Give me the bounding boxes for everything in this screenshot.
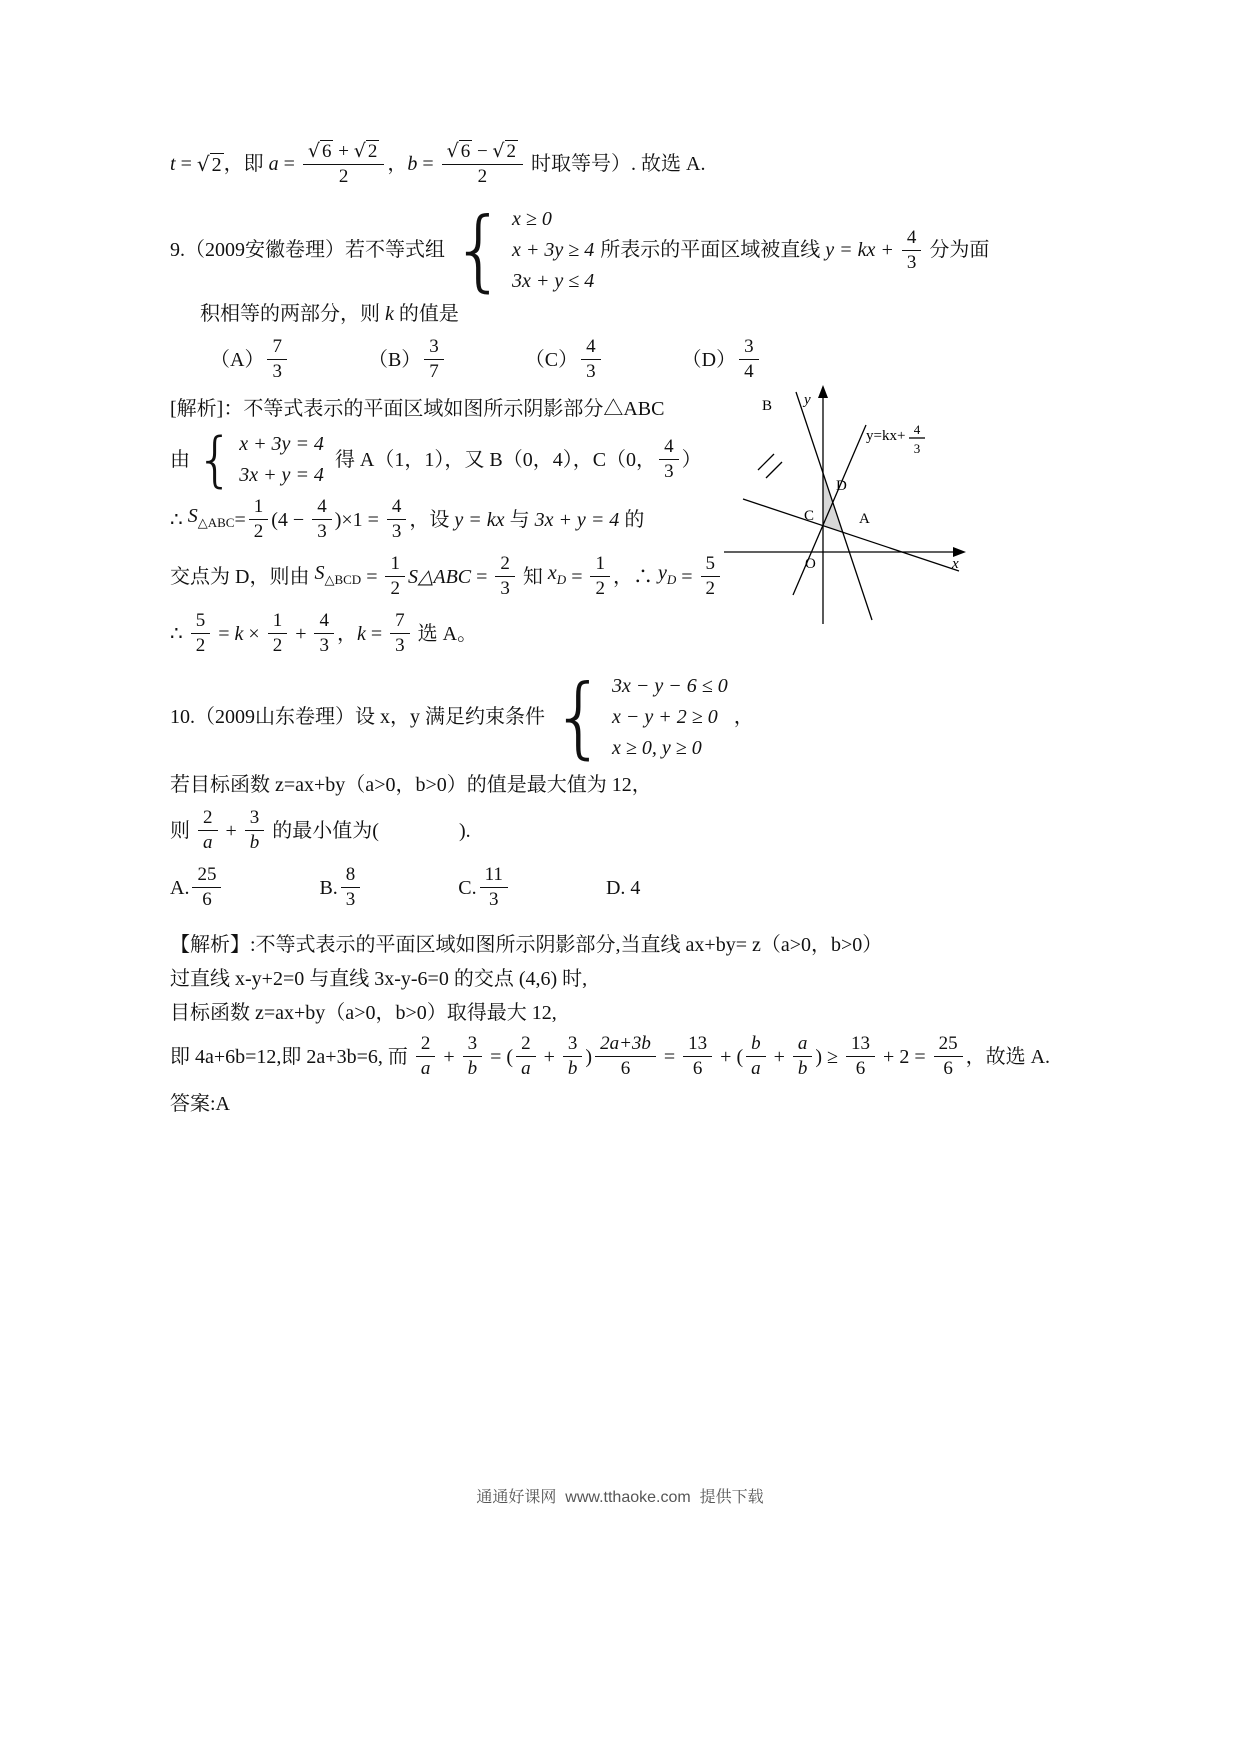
fraction-numerator: a — [793, 1033, 813, 1057]
fraction-numerator: 1 — [249, 496, 269, 520]
line-equation: 3x + y = 4 — [534, 508, 620, 531]
fraction-denominator: a — [521, 1058, 531, 1079]
math-text: ，∴ — [612, 565, 658, 588]
fraction-denominator: 6 — [943, 1058, 953, 1079]
math-var-t: t — [170, 153, 176, 175]
option-b — [319, 864, 363, 911]
solution-text: 【解析】:不等式表示的平面区域如图所示阴影部分,当直线 ax+by= z（a>0，b>0） — [170, 934, 883, 956]
cases-row: 3x − y − 6 ≤ 0 — [612, 675, 728, 697]
option-label: B. — [319, 876, 338, 899]
fraction — [303, 140, 384, 188]
math-text: = — [676, 565, 698, 588]
s-triangle-abc-inline: S△ABC — [407, 565, 472, 588]
question-text: ， — [733, 706, 754, 728]
math-text: + ( — [715, 1045, 744, 1068]
fraction — [581, 336, 601, 383]
constraint-system — [451, 198, 595, 302]
operator: + — [333, 141, 354, 162]
line-3x-plus-y-eq-4 — [796, 392, 872, 620]
radical-sign-icon: √ — [307, 140, 320, 162]
fraction-denominator: 3 — [489, 889, 499, 910]
radical-sign-icon: √ — [492, 140, 505, 162]
fraction-denominator: 2 — [595, 578, 605, 599]
math-var-b: b — [407, 153, 418, 175]
cases-row: x + 3y ≥ 4 — [512, 239, 595, 261]
math-var-x: x — [547, 562, 557, 584]
label-origin: O — [805, 556, 816, 572]
cases-brace: { — [551, 665, 607, 769]
math-text: ， — [336, 622, 357, 645]
fraction-denominator: 2 — [477, 166, 488, 187]
label-x-axis: x — [952, 556, 959, 572]
question-text: 的值是 — [393, 303, 459, 325]
fraction-denominator: 2 — [338, 166, 349, 187]
question-text: 的最小值为( ). — [267, 819, 471, 842]
fraction — [495, 553, 515, 600]
fraction-denominator: 6 — [692, 1058, 703, 1079]
fraction-denominator: 6 — [620, 1058, 631, 1079]
cases-row: x − y + 2 ≥ 0 — [612, 706, 718, 728]
fraction-denominator: b — [797, 1058, 808, 1079]
fraction-numerator: 25 — [934, 1033, 963, 1057]
fraction — [191, 610, 211, 657]
fraction — [442, 140, 523, 188]
fraction-numerator: 1 — [590, 553, 610, 577]
fraction-denominator: 3 — [319, 635, 329, 656]
fraction-numerator: 7 — [390, 610, 410, 634]
fraction-denominator: 3 — [391, 521, 402, 542]
math-var-k: k — [385, 303, 394, 325]
fraction-numerator: 3 — [424, 336, 444, 360]
math-text: ，即 — [223, 153, 269, 175]
fraction — [463, 1033, 483, 1080]
fraction-numerator: 2 — [495, 553, 515, 577]
solution-8-tail-line — [170, 140, 1080, 188]
fraction — [424, 336, 444, 383]
fraction-denominator: a — [420, 1058, 431, 1079]
math-var-a: a — [268, 153, 279, 175]
option-c — [458, 864, 511, 911]
fraction-denominator: 6 — [202, 889, 212, 910]
math-text: = — [417, 153, 439, 175]
fraction-numerator: 4 — [387, 496, 407, 520]
fraction-denominator: b — [249, 832, 260, 853]
fraction — [902, 227, 922, 274]
figure-linear-programming — [718, 384, 974, 634]
fraction — [590, 553, 610, 600]
fraction — [516, 1033, 536, 1080]
radical-sign-icon: √ — [353, 140, 366, 162]
solution-text: 与 — [504, 508, 535, 531]
fraction-denominator: 3 — [500, 578, 510, 599]
solution-text: 知 — [517, 565, 548, 588]
label-point-c: C — [804, 508, 815, 524]
cases-brace: { — [451, 198, 507, 302]
option-a — [210, 336, 290, 383]
fraction — [387, 496, 407, 543]
line-equation: y = kx + — [825, 239, 899, 261]
line-x-plus-3y-eq-4 — [743, 499, 959, 571]
fraction-numerator: 2 — [416, 1033, 436, 1057]
fraction — [192, 864, 221, 911]
fraction — [312, 496, 332, 543]
question-text: 所表示的平面区域被直线 — [600, 239, 826, 261]
option-c — [525, 336, 604, 383]
y-axis-arrow-icon — [818, 385, 828, 398]
question-9-stem-continued — [200, 300, 1080, 328]
fraction-numerator: 11 — [480, 864, 508, 888]
therefore-symbol: ∴ — [170, 622, 188, 645]
math-text: + 2 = — [878, 1045, 931, 1068]
operator: + — [538, 1045, 560, 1068]
fraction-denominator: 3 — [395, 635, 405, 656]
solution-text: 选 A。 — [412, 622, 478, 645]
math-var-S: S — [187, 505, 198, 527]
fraction-numerator: 2a+3b — [595, 1033, 656, 1057]
fraction-denominator: a — [203, 832, 213, 853]
fraction-numerator: 5 — [191, 610, 211, 634]
fraction-numerator: 3 — [463, 1033, 483, 1057]
solution-10-line-2 — [170, 965, 1080, 993]
solution-text: 目标函数 z=ax+by（a>0，b>0）取得最大 12, — [170, 1002, 557, 1024]
cases-rows — [512, 206, 594, 294]
cases-row: x ≥ 0 — [512, 208, 552, 230]
math-text: )×1 = — [334, 508, 384, 531]
fraction — [267, 336, 287, 383]
solution-10-line-1 — [170, 931, 1080, 959]
fraction-numerator: 3 — [245, 807, 265, 831]
fraction — [793, 1033, 813, 1080]
fraction-numerator — [303, 140, 384, 165]
math-text: = — [278, 153, 300, 175]
fraction — [739, 336, 759, 383]
cases-rows — [239, 431, 324, 488]
fraction-numerator: 1 — [268, 610, 288, 634]
cases-row: 3x + y = 4 — [239, 464, 324, 486]
radicand: 6 — [460, 141, 471, 162]
question-text: 分为面 — [924, 239, 990, 261]
fraction — [390, 610, 410, 657]
footer — [0, 1484, 1240, 1507]
line-equation: y = kx — [454, 508, 505, 531]
question-text: 积相等的两部分，则 — [200, 303, 385, 325]
fraction-denominator: 3 — [345, 889, 356, 910]
option-label: D. — [605, 876, 626, 899]
solution-text: 的 — [619, 508, 645, 531]
question-text: 9.（2009安徽卷理）若不等式组 — [170, 239, 445, 261]
fraction-denominator: 2 — [195, 635, 206, 656]
operator: + — [438, 1045, 460, 1068]
cases-row: x + 3y = 4 — [239, 433, 324, 455]
math-text: = — [175, 153, 197, 175]
subscript: D — [556, 572, 567, 587]
math-text: ) — [585, 1045, 593, 1068]
radicand: 2 — [367, 141, 378, 162]
operator: + — [290, 622, 312, 645]
operator: − — [472, 141, 493, 162]
fraction — [268, 610, 288, 657]
label-line-frac-den: 3 — [913, 441, 921, 456]
fraction — [595, 1033, 656, 1080]
fraction-denominator: 3 — [906, 251, 917, 273]
fraction — [314, 610, 334, 657]
question-text: 若目标函数 z=ax+by（a>0，b>0）的值是最大值为 12， — [170, 774, 652, 796]
math-text: = — [566, 565, 588, 588]
fraction-numerator: 3 — [739, 336, 759, 360]
cases-brace: { — [196, 424, 235, 495]
answer-line — [170, 1090, 1080, 1118]
fraction-numerator: 1 — [385, 553, 405, 577]
radicand: 2 — [506, 141, 517, 162]
question-text: 则 — [170, 819, 195, 842]
solution-text: 得 A（1，1），又 B（0，4），C（0， — [329, 448, 657, 471]
equal-area-tick-1 — [758, 454, 774, 470]
footer-text: 通通好课网 www.tthaoke.com 提供下载 — [476, 1489, 764, 1506]
option-d — [682, 336, 762, 383]
label-line-equation: y=kx+ — [866, 428, 906, 444]
math-text: = — [234, 508, 246, 531]
fraction — [341, 864, 361, 911]
label-point-a: A — [859, 511, 870, 527]
math-var-k: k — [356, 622, 366, 645]
question-10-stem — [170, 665, 1080, 769]
solution-text: ，设 — [409, 508, 455, 531]
therefore-symbol: ∴ — [170, 508, 188, 531]
fraction-numerator: 8 — [341, 864, 361, 888]
equation-system — [196, 424, 324, 495]
math-text: 时取等号）. 故选 A. — [526, 153, 706, 175]
fraction-numerator: 4 — [659, 436, 679, 460]
fraction-numerator — [442, 140, 523, 165]
figure-svg — [718, 384, 974, 634]
math-text: (4 − — [271, 508, 310, 531]
question-text: 10.（2009山东卷理）设 x，y 满足约束条件 — [170, 706, 545, 728]
fraction-denominator: a — [751, 1058, 761, 1079]
x-sub-d — [548, 559, 566, 594]
fraction-numerator: 13 — [846, 1033, 875, 1057]
fraction-numerator: 3 — [563, 1033, 583, 1057]
fraction — [198, 807, 218, 854]
cases-row: 3x + y ≤ 4 — [512, 270, 595, 292]
subscript: △ABC — [197, 515, 235, 530]
fraction-denominator: 3 — [664, 461, 674, 482]
question-10-options — [170, 864, 1080, 911]
fraction — [385, 553, 405, 600]
fraction-denominator: 3 — [272, 361, 282, 382]
radicand: 6 — [321, 141, 332, 162]
label-y-axis: y — [804, 392, 811, 408]
fraction — [683, 1033, 712, 1080]
solution-text: 交点为 D，则由 — [170, 565, 315, 588]
fraction — [416, 1033, 436, 1080]
math-text: = ( — [485, 1045, 514, 1068]
fraction-denominator: 6 — [855, 1058, 866, 1079]
fraction — [659, 436, 679, 483]
fraction-numerator: 13 — [683, 1033, 712, 1057]
label-line-frac-num: 4 — [913, 422, 921, 437]
option-d — [606, 874, 640, 902]
math-text: ) ≥ — [815, 1045, 844, 1068]
label-point-b: B — [762, 398, 773, 414]
math-text: = — [471, 565, 493, 588]
cases-row: x ≥ 0, y ≥ 0 — [612, 737, 702, 759]
fraction-numerator: 2 — [198, 807, 218, 831]
operator: + — [768, 1045, 790, 1068]
option-label: A. — [170, 876, 190, 899]
fraction-numerator: 5 — [701, 553, 721, 577]
question-9-options — [210, 336, 1080, 383]
fraction-numerator: 4 — [312, 496, 332, 520]
math-text: ， — [387, 153, 408, 175]
option-label: （D） — [681, 348, 737, 371]
math-text: = — [658, 1045, 681, 1068]
math-text: = — [365, 622, 388, 645]
fraction — [846, 1033, 875, 1080]
fraction-numerator: 4 — [581, 336, 601, 360]
answer-text: 答案:A — [170, 1093, 230, 1115]
radical-sign-icon: √ — [446, 140, 459, 162]
radical-sign-icon: √ — [196, 151, 210, 176]
solution-text: 过直线 x-y+2=0 与直线 3x-y-6=0 的交点 (4,6) 时, — [170, 968, 588, 990]
fraction — [934, 1033, 963, 1080]
option-b — [368, 336, 447, 383]
fraction-denominator: 2 — [390, 578, 400, 599]
fraction — [746, 1033, 766, 1080]
math-var-y: y — [657, 562, 667, 584]
math-var-S: S — [314, 562, 325, 584]
y-sub-d — [658, 559, 676, 594]
option-label: （A） — [210, 348, 265, 371]
solution-text: [解析]：不等式表示的平面区域如图所示阴影部分△ABC — [170, 398, 665, 420]
subscript: △BCD — [324, 572, 362, 587]
subscript: D — [666, 572, 677, 587]
fraction-denominator: 2 — [272, 635, 283, 656]
math-text: = — [213, 622, 235, 645]
solution-text: ） — [681, 448, 702, 471]
cases-rows — [612, 673, 728, 761]
fraction-denominator: 7 — [429, 361, 439, 382]
operator: × — [243, 622, 265, 645]
fraction — [480, 864, 508, 911]
sqrt-expression — [197, 150, 224, 179]
fraction — [245, 807, 265, 854]
solution-10-line-3 — [170, 999, 1080, 1027]
fraction-denominator: 2 — [253, 521, 264, 542]
s-triangle-bcd — [314, 559, 361, 594]
fraction-denominator: b — [567, 1058, 578, 1079]
fraction-numerator: 4 — [314, 610, 334, 634]
math-text: = — [361, 565, 383, 588]
fraction — [563, 1033, 583, 1080]
question-9-stem — [170, 198, 1080, 302]
fraction-denominator: 4 — [744, 361, 754, 382]
fraction-denominator: 2 — [705, 578, 716, 599]
fraction-denominator: 3 — [586, 361, 596, 382]
solution-text: ，故选 A. — [965, 1045, 1051, 1068]
operator: + — [220, 819, 242, 842]
solution-10-inequality-line — [170, 1033, 1080, 1080]
fraction-denominator: b — [467, 1058, 478, 1079]
constraint-system — [551, 665, 728, 769]
fraction — [249, 496, 269, 543]
question-10-objective-line — [170, 771, 1080, 799]
option-label: C. — [458, 876, 477, 899]
solution-text: 由 — [170, 448, 190, 471]
option-label: （B） — [367, 348, 422, 371]
fraction-denominator: 3 — [317, 521, 327, 542]
question-10-min-line — [170, 807, 1080, 854]
fraction-numerator: 4 — [902, 227, 922, 251]
label-point-d: D — [836, 478, 847, 494]
fraction-numerator: 25 — [192, 864, 221, 888]
fraction-numerator: b — [746, 1033, 766, 1057]
solution-text: 即 4a+6b=12,即 2a+3b=6, 而 — [170, 1045, 413, 1068]
fraction-numerator: 7 — [267, 336, 287, 360]
option-a — [170, 864, 224, 911]
s-triangle-abc — [188, 502, 235, 537]
radicand: 2 — [211, 153, 222, 176]
option-value: 4 — [625, 876, 641, 899]
math-var-k: k — [234, 622, 244, 645]
fraction-numerator: 2 — [516, 1033, 536, 1057]
equal-area-tick-2 — [766, 462, 782, 478]
option-label: （C） — [524, 348, 579, 371]
